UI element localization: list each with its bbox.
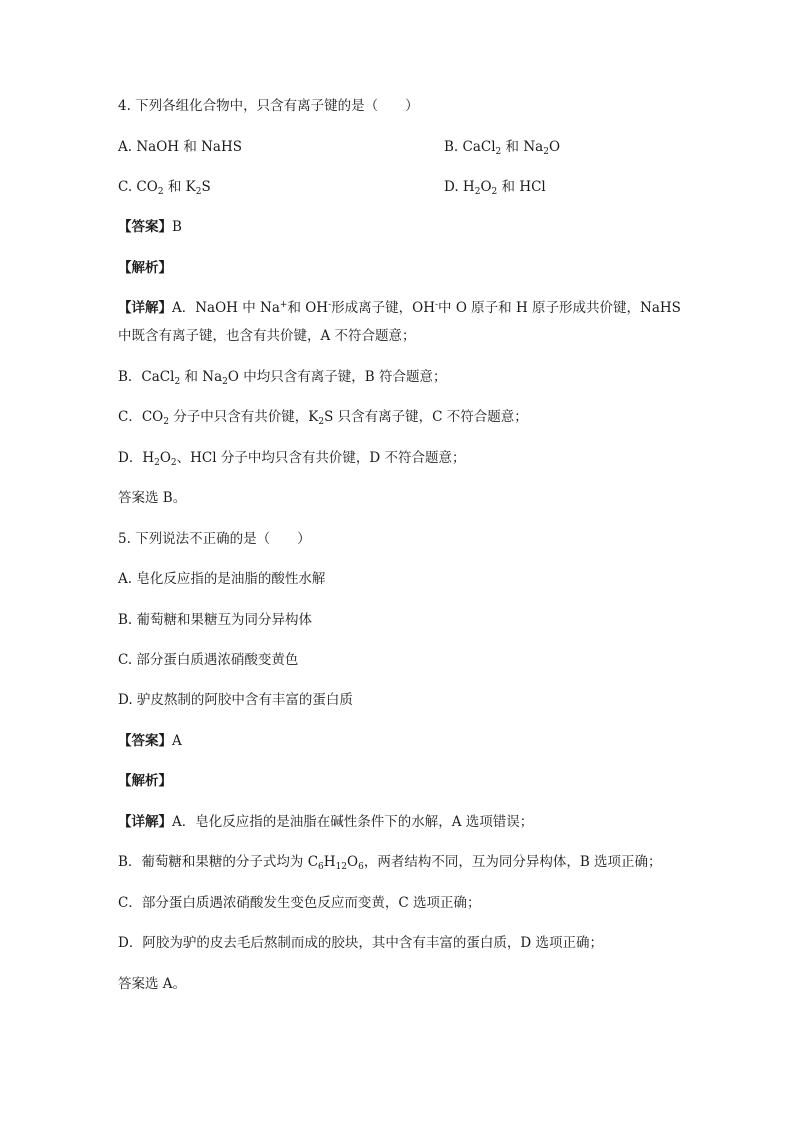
- q5-option-b: B. 葡萄糖和果糖互为同分异构体: [118, 612, 313, 628]
- q5-option-c: C. 部分蛋白质遇浓硝酸变黄色: [118, 652, 299, 668]
- q4-option-a: A. NaOH 和 NaHS: [118, 139, 242, 155]
- q5-detail-a: 【详解】A．皂化反应指的是油脂在碱性条件下的水解，A 选项错误；: [118, 814, 534, 830]
- q4-option-c: C. $CO_2$ 和 $K_2S$: [118, 179, 211, 197]
- q4-detail-c: C．$CO_2$ 分子中只含有共价键，$K_2S$ 只含有离子键，C 不符合题意；: [118, 409, 528, 427]
- q5-stem: 5. 下列说法不正确的是（ ）: [118, 531, 311, 547]
- q4-detail-d: D．$H_2O_2$、HCl 分子中均只含有共价键，D 不符合题意；: [118, 450, 466, 468]
- q4-analysis-tag: 【解析】: [118, 260, 172, 276]
- q5-option-d: D. 驴皮熬制的阿胶中含有丰富的蛋白质: [118, 692, 353, 708]
- q4-option-b: B. CaCl$_2$ 和 $Na_2O$: [444, 139, 561, 157]
- q5-detail-d: D．阿胶为驴的皮去毛后熬制而成的胶块，其中含有丰富的蛋白质，D 选项正确；: [118, 935, 603, 951]
- q4-conclusion: 答案选 B。: [118, 490, 187, 506]
- q4-detail-a-line2: 中既含有离子键，也含有共价键，A 不符合题意；: [118, 328, 416, 344]
- q4-stem: 4. 下列各组化合物中，只含有离子键的是（ ）: [118, 98, 419, 114]
- q5-detail-b: B．葡萄糖和果糖的分子式均为 $C_6H_{12}O_6$，两者结构不同，互为同分异构体，B 选项正确；: [118, 854, 662, 872]
- q5-detail-c: C．部分蛋白质遇浓硝酸发生变色反应而变黄，C 选项正确；: [118, 895, 481, 911]
- q4-detail-b: B．CaCl$_2$ 和 $Na_2O$ 中均只含有离子键，B 符合题意；: [118, 369, 447, 387]
- q4-answer: 【答案】B: [118, 219, 182, 235]
- q5-analysis-tag: 【解析】: [118, 773, 172, 789]
- q5-option-a: A. 皂化反应指的是油脂的酸性水解: [118, 571, 326, 587]
- q5-answer: 【答案】A: [118, 733, 182, 749]
- q4-detail-a-line1: 【详解】A．NaOH 中 Na+和 OH-形成离子键，OH-中 O 原子和 H 原子形成共价键，NaHS: [118, 300, 681, 316]
- q5-conclusion: 答案选 A。: [118, 976, 187, 992]
- q4-option-d: D. $H_2O_2$ 和 HCl: [444, 179, 546, 197]
